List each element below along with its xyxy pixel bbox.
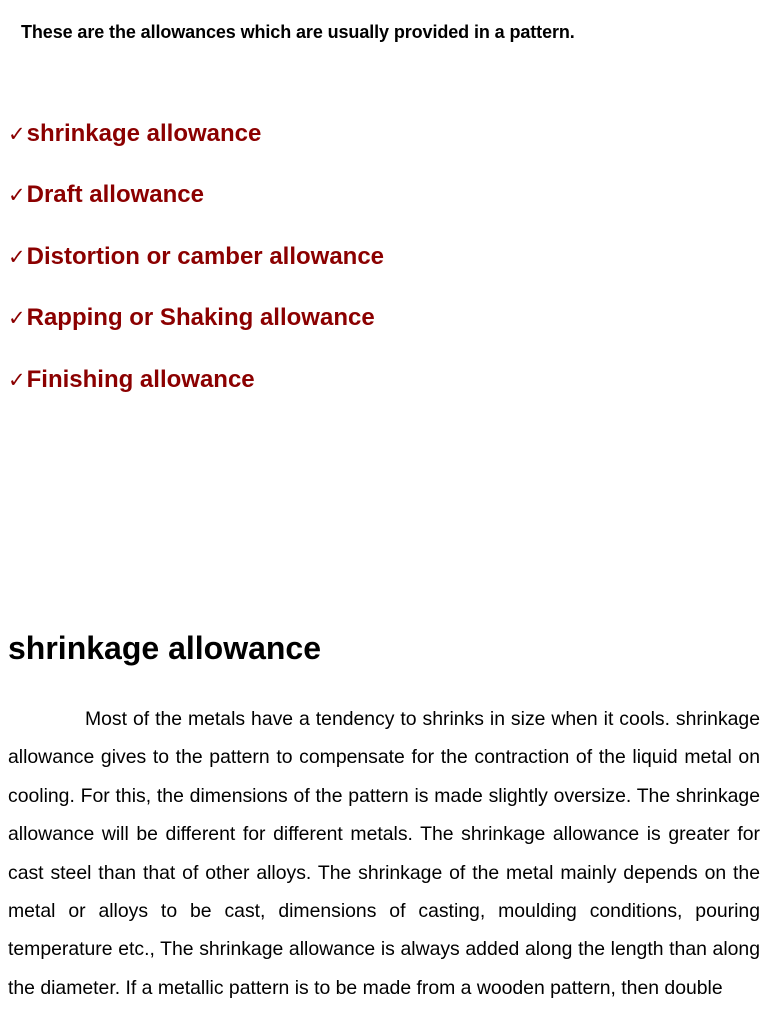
allowance-label: Draft allowance [26, 181, 204, 209]
allowance-item [8, 118, 384, 179]
allowance-label: Distortion or camber allowance [26, 242, 385, 270]
check-icon: ✓ [8, 244, 26, 269]
intro-text: These are the allowances which are usually provided in a pattern. [21, 22, 575, 42]
check-icon: ✓ [8, 122, 26, 146]
allowance-item [8, 179, 384, 240]
allowance-item [8, 241, 384, 302]
section-title: shrinkage allowance [8, 630, 322, 666]
allowance-label: Rapping or Shaking allowance [26, 304, 375, 332]
check-icon: ✓ [8, 183, 26, 208]
allowance-list [8, 118, 384, 425]
check-icon: ✓ [8, 367, 26, 392]
allowance-label: shrinkage allowance [26, 120, 262, 147]
allowance-item [8, 364, 384, 425]
check-icon: ✓ [8, 306, 26, 331]
allowance-item [8, 302, 384, 363]
allowance-label: Finishing allowance [26, 365, 255, 393]
section-paragraph: Most of the metals have a tendency to shrinks in size when it cools. shrinkage allowance gives to the pattern to compensate for the contraction of the liquid metal on cooling. For this, the dimensions of the pattern is made slightly oversize. The shrinkage allowance will be different for different metals. The shrinkage allowance is greater for cast steel than that of other alloys. The shrinkage of the metal mainly depends on the metal or alloys to be cast, dimensions of casting, moulding conditions, pouring temperature etc., The shrinkage allowance is always added along the length than along the diameter. If a metallic pattern is to be made from a wooden pattern, then double [8, 708, 760, 999]
